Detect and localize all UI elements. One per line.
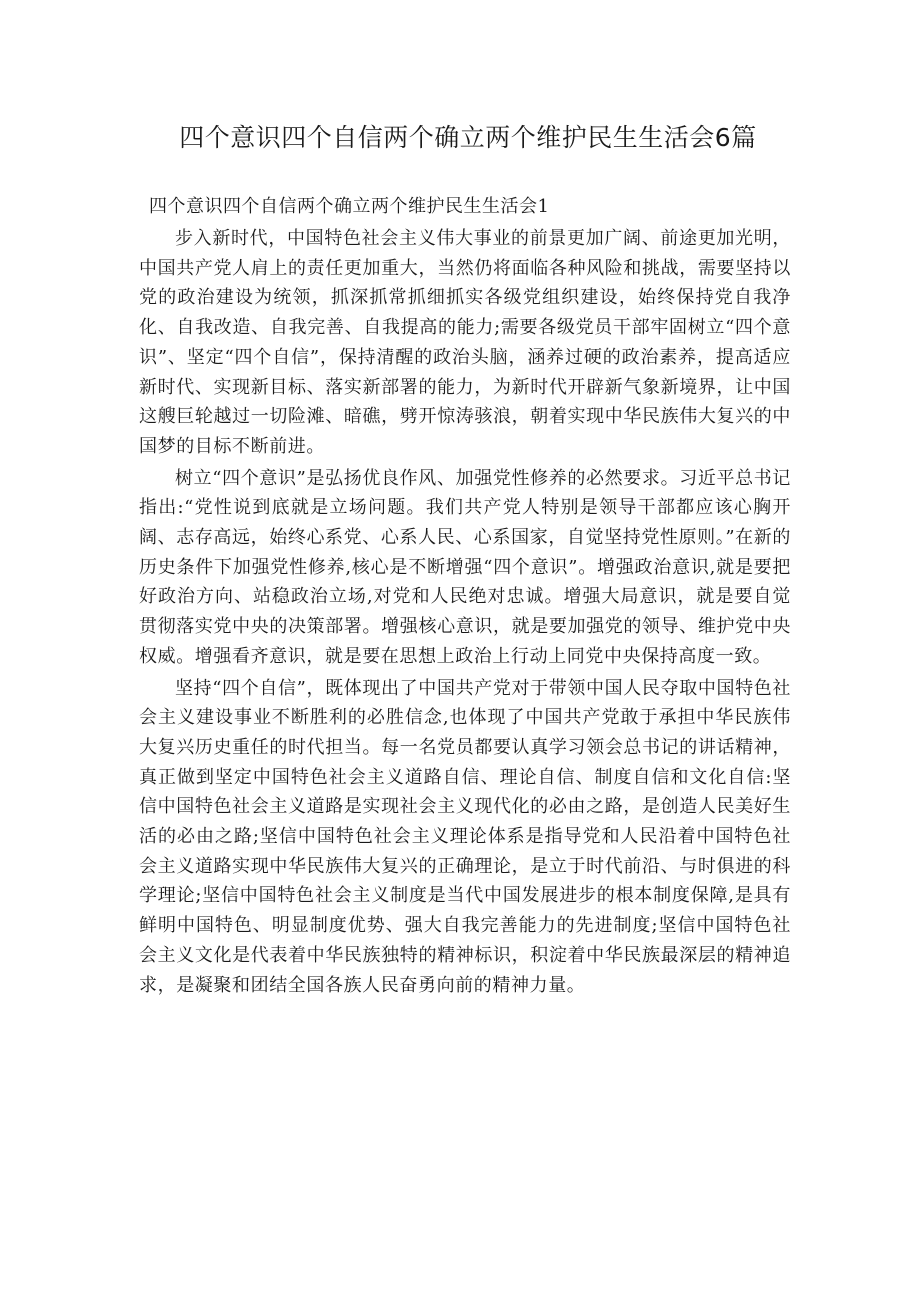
document-body bbox=[139, 190, 791, 1000]
document-title: 四个意识四个自信两个确立两个维护民生生活会6篇 bbox=[179, 123, 757, 152]
paragraph-3: 坚持“四个自信”，既体现出了中国共产党对于带领中国人民夺取中国特色社会主义建设事业不断胜利的必胜信念,也体现了中国共产党敢于承担中华民族伟大复兴历史重任的时代担当。每一名党员都要认真学习领会总书记的讲话精神，真正做到坚定中国特色社会主义道路自信、理论自信、制度自信和文化自信:坚信中国特色社会主义道路是实现社会主义现代化的必由之路，是创造人民美好生活的必由之路;坚信中国特色社会主义理论体系是指导党和人民沿着中国特色社会主义道路实现中华民族伟大复兴的正确理论，是立于时代前沿、与时俱进的科学理论;坚信中国特色社会主义制度是当代中国发展进步的根本制度保障,是具有鲜明中国特色、明显制度优势、强大自我完善能力的先进制度;坚信中国特色社会主义文化是代表着中华民族独特的精神标识，积淀着中华民族最深层的精神追求，是凝聚和团结全国各族人民奋勇向前的精神力量。 bbox=[139, 677, 791, 996]
paragraph-1: 步入新时代，中国特色社会主义伟大事业的前景更加广阔、前途更加光明，中国共产党人肩上的责任更加重大，当然仍将面临各种风险和挑战，需要坚持以党的政治建设为统领，抓深抓常抓细抓实各级党组织建设，始终保持党自我净化、自我改造、自我完善、自我提高的能力;需要各级党员干部牢固树立“四个意识”、坚定“四个自信”，保持清醒的政治头脑，涵养过硬的政治素养，提高适应新时代、实现新目标、落实新部署的能力，为新时代开辟新气象新境界，让中国这艘巨轮越过一切险滩、暗礁，劈开惊涛骇浪，朝着实现中华民族伟大复兴的中国梦的目标不断前进。 bbox=[139, 228, 791, 457]
section-heading: 四个意识四个自信两个确立两个维护民生生活会1 bbox=[149, 196, 550, 217]
paragraph-2: 树立“四个意识”是弘扬优良作风、加强党性修养的必然要求。习近平总书记指出:“党性说到底就是立场问题。我们共产党人特别是领导干部都应该心胸开阔、志存高远，始终心系党、心系人民、心系国家，自觉坚持党性原则。”在新的历史条件下加强党性修养,核心是不断增强“四个意识”。增强政治意识,就是要把好政治方向、站稳政治立场,对党和人民绝对忠诚。增强大局意识，就是要自觉贯彻落实党中央的决策部署。增强核心意识，就是要加强党的领导、维护党中央权威。增强看齐意识，就是要在思想上政治上行动上同党中央保持高度一致。 bbox=[139, 467, 791, 667]
